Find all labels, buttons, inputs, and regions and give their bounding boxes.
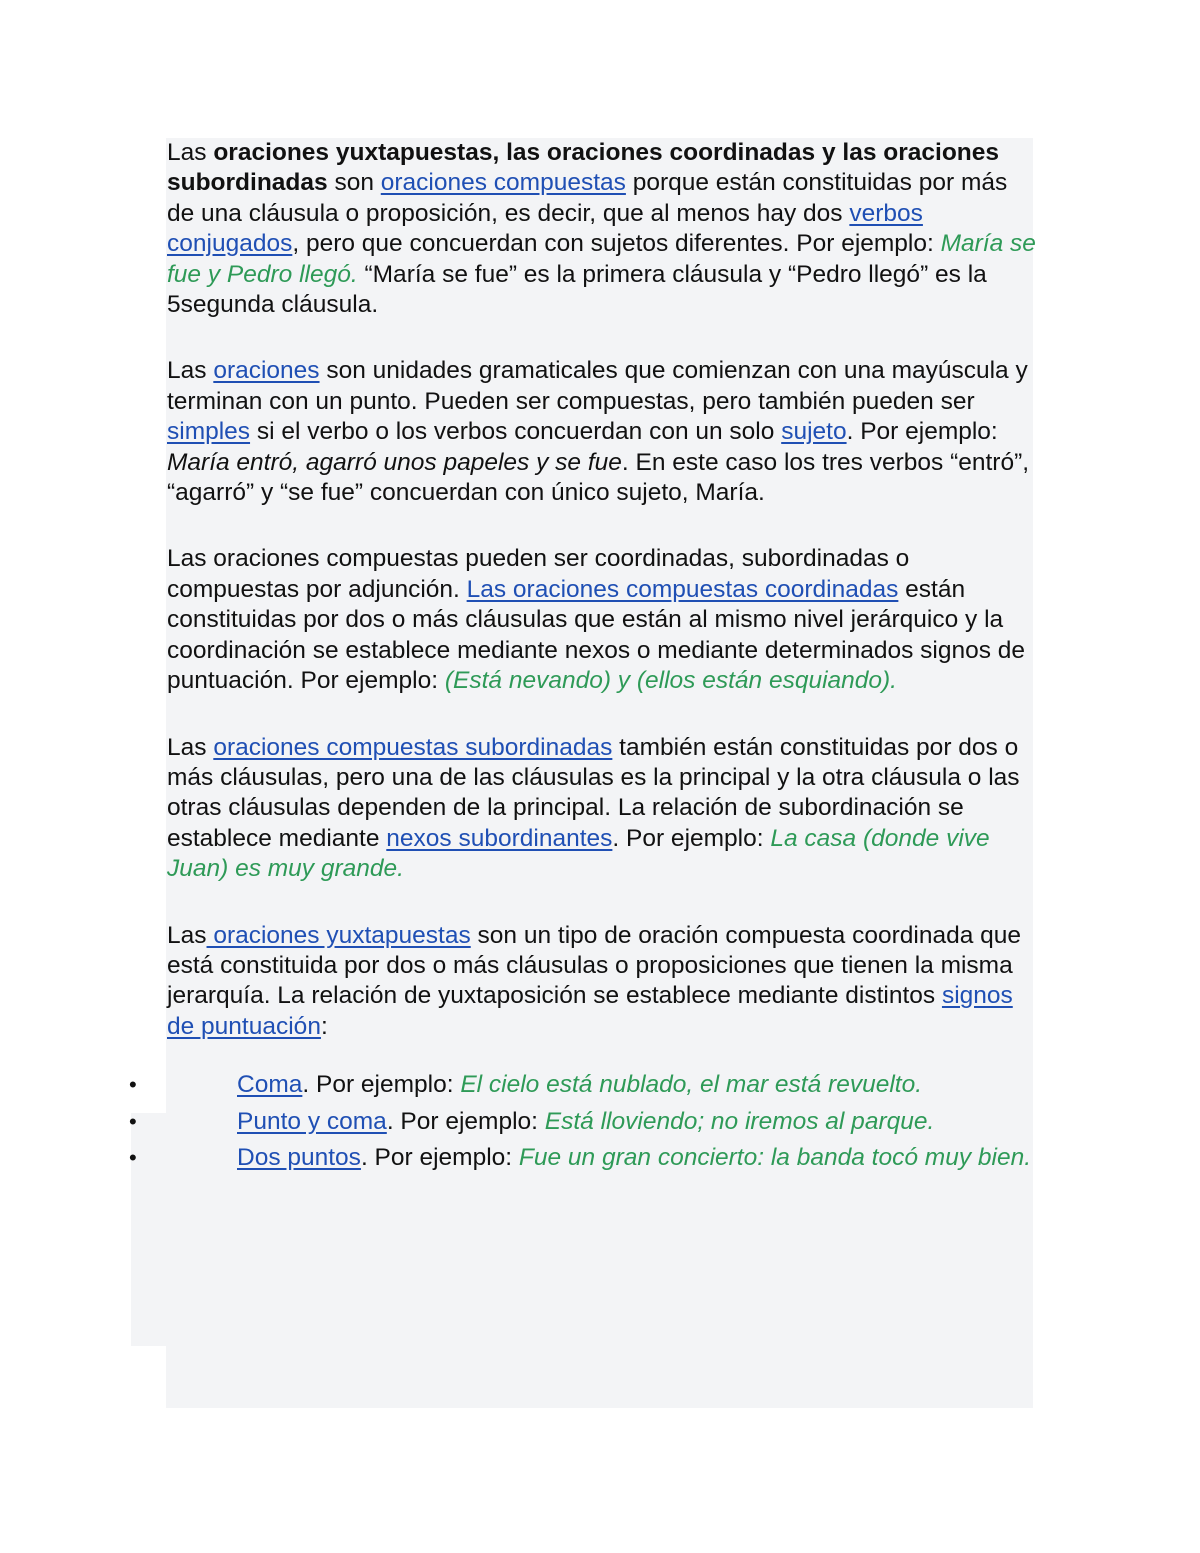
text: son [327, 169, 381, 197]
paragraph-coordinated [167, 544, 1037, 696]
paragraph-compound-sentences [167, 138, 1037, 320]
example-text: Fue un gran concierto: la banda tocó muy bien. [518, 1143, 1032, 1171]
text: Las [167, 357, 214, 385]
example-text: María entró, agarró unos papeles y se fue [167, 448, 622, 476]
link-punto-y-coma[interactable]: Punto y coma [237, 1107, 387, 1135]
link-oraciones-yuxtapuestas[interactable]: oraciones yuxtapuestas [206, 921, 471, 949]
list-item-coma [129, 1070, 1037, 1100]
text: si el verbo o los verbos concuerdan con un solo [250, 418, 782, 446]
link-oraciones-compuestas-coordinadas[interactable]: Las oraciones compuestas coordinadas [466, 575, 899, 603]
text: también están constituidas por dos o más cláusulas, pero una de las cláusulas es la principal y la otra cláusula o las otras cláusulas dependen de la principal. La relación de subordinación se establece mediante [167, 733, 1020, 852]
punctuation-list [129, 1070, 1037, 1173]
bullet-icon: • [129, 1072, 137, 1098]
text: : [320, 1012, 328, 1040]
text: . Por ejemplo: [302, 1071, 461, 1099]
text: “María se fue” es la primera cláusula y “Pedro llegó” es la 5segunda cláusula. [167, 260, 987, 319]
text: son un tipo de oración compuesta coordinada que está constituida por dos o más cláusulas o proposiciones que tienen la misma jerarquía. La relación de yuxtaposición se establece mediante distintos [167, 921, 1022, 1010]
bullet-icon: • [129, 1144, 137, 1170]
text: son unidades gramaticales que comienzan con una mayúscula y terminan con un punto. Pueden ser compuestas, pero también pueden ser [167, 357, 1028, 415]
text: Las [167, 921, 207, 949]
text: porque están constituidas por más de una cláusula o proposición, es decir, que al menos hay dos [167, 169, 1008, 227]
link-signos-de-puntuacion[interactable]: signos de puntuación [167, 982, 1013, 1040]
list-item-punto-y-coma [129, 1107, 1037, 1137]
example-text: María se fue y Pedro llegó. [167, 230, 1036, 288]
text: , pero que concuerdan con sujetos diferentes. Por ejemplo: [292, 230, 941, 258]
link-coma[interactable]: Coma [237, 1071, 303, 1099]
paragraph-sentences [167, 356, 1037, 508]
link-dos-puntos[interactable]: Dos puntos [237, 1143, 361, 1171]
text: Las [167, 733, 214, 761]
link-verbos-conjugados[interactable]: verbos conjugados [167, 199, 923, 258]
text: Las oraciones compuestas pueden ser coordinadas, subordinadas o compuestas por adjunción. [167, 545, 910, 603]
text: . Por ejemplo: [386, 1107, 545, 1135]
list-item-dos-puntos [129, 1143, 1037, 1173]
example-text: El cielo está nublado, el mar está revuelto. [460, 1071, 922, 1099]
paragraph-subordinated [167, 733, 1037, 885]
text: . Por ejemplo: [360, 1143, 519, 1171]
bold-term: oraciones yuxtapuestas, las oraciones coordinadas y las oraciones subordinadas [167, 139, 999, 197]
example-text: La casa (donde vive Juan) es muy grande. [167, 824, 990, 883]
text: Las [167, 139, 214, 166]
link-nexos-subordinantes[interactable]: nexos subordinantes [386, 824, 613, 852]
link-oraciones-compuestas[interactable]: oraciones compuestas [380, 169, 626, 197]
example-text: Está lloviendo; no iremos al parque. [544, 1107, 935, 1135]
text: . Por ejemplo: [612, 824, 771, 852]
text: . Por ejemplo: [846, 418, 998, 446]
text: . En este caso los tres verbos “entró”, “agarró” y “se fue” concuerdan con único sujeto, María. [167, 448, 1030, 507]
link-sujeto[interactable]: sujeto [781, 418, 847, 446]
text: están constituidas por dos o más cláusulas que están al mismo nivel jerárquico y la coordinación se establece mediante nexos o mediante determinados signos de puntuación. Por ejemplo: [167, 575, 1026, 695]
document-body [129, 138, 1037, 1179]
bullet-icon: • [129, 1108, 137, 1134]
link-oraciones-compuestas-subordinadas[interactable]: oraciones compuestas subordinadas [213, 733, 613, 761]
paragraph-juxtaposed [167, 921, 1037, 1043]
link-oraciones[interactable]: oraciones [213, 357, 320, 385]
example-text: (Está nevando) y (ellos están esquiando). [444, 667, 897, 695]
link-simples[interactable]: simples [167, 418, 251, 446]
